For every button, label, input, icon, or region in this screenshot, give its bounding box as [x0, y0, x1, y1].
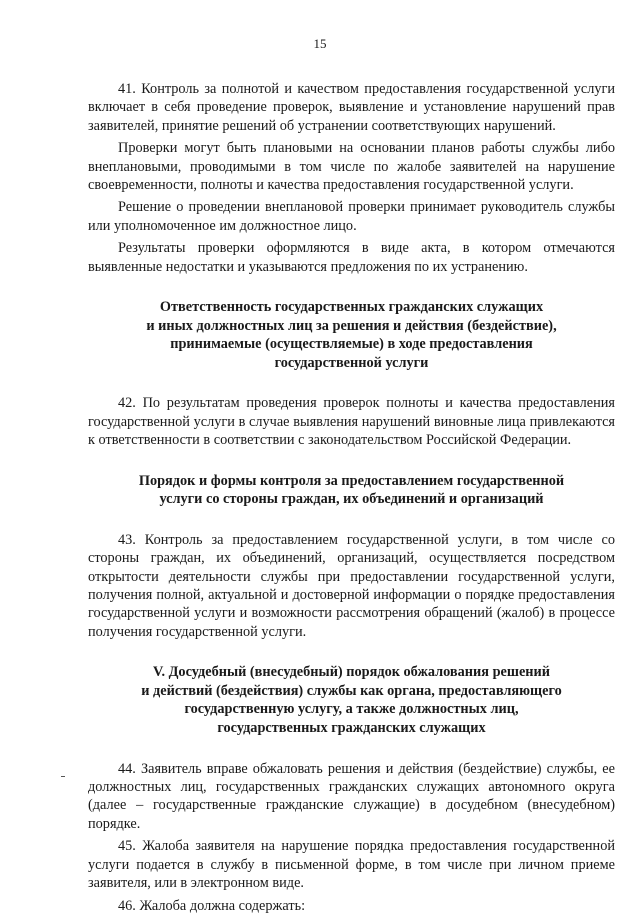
heading-line: Порядок и формы контроля за предоставлением государственной — [138, 472, 565, 489]
heading-line: государственную услугу, а также должностных лиц, — [184, 701, 519, 718]
heading-line: Ответственность государственных гражданских служащих — [159, 299, 544, 316]
paragraph-41: 41. Контроль за полнотой и качеством предоставления государственной услуги включает в себя проведение проверок, выявление и установление нарушений прав заявителей, принятие решений об устранении соответствующих нарушений. — [88, 81, 615, 134]
page-content — [88, 80, 615, 919]
heading-line: принимаемые (осуществляемые) в ходе предоставления — [170, 336, 533, 353]
paragraph-44: 44. Заявитель вправе обжаловать решения и действия (бездействие) службы, ее должностных лиц, государственных гражданских служащих автономного округа (далее – государственные гражданские служащие) в досудебном (внесудебном) порядке. — [88, 760, 615, 832]
paragraph-inspections-types: Проверки могут быть плановыми на основании планов работы службы либо внеплановыми, проводимыми в том числе по жалобе заявителей на нарушение своевременности, полноты и качества предоставления государственной услуги. — [88, 140, 615, 194]
heading-line: государственных гражданских служащих — [217, 720, 486, 737]
heading-section-v — [88, 663, 615, 737]
heading-line: и иных должностных лиц за решения и действия (бездействие), — [146, 317, 557, 334]
paragraph-inspection-results: Результаты проверки оформляются в виде акта, в котором отмечаются выявленные недостатки и указываются предложения по их устранению. — [88, 240, 615, 275]
page-number: 15 — [313, 36, 327, 51]
heading-line: услуги со стороны граждан, их объединений и организаций — [159, 491, 544, 508]
paragraph-46: 46. Жалоба должна содержать: — [118, 897, 306, 914]
heading-public-control — [88, 472, 615, 509]
heading-responsibility — [88, 298, 615, 372]
paragraph-42: 42. По результатам проведения проверок полноты и качества предоставления государственной услуги в случае выявления нарушений виновные лица привлекаются к ответственности в соответствии с законодательством Российской Федерации. — [88, 395, 615, 449]
paragraph-unscheduled-decision: Решение о проведении внеплановой проверки принимает руководитель службы или уполномоченное им должностное лицо. — [88, 199, 615, 234]
paragraph-45: 45. Жалоба заявителя на нарушение порядка предоставления государственной услуги подается в службу в письменной форме, в том числе при личном приеме заявителя, или в электронном виде. — [88, 838, 615, 892]
heading-line: V. Досудебный (внесудебный) порядок обжалования решений — [152, 664, 551, 681]
margin-mark — [61, 776, 65, 777]
heading-line: государственной услуги — [274, 354, 429, 371]
paragraph-43: 43. Контроль за предоставлением государственной услуги, в том числе со стороны граждан, их объединений, организаций, осуществляется посредством открытости деятельности службы при предоставлении государственной услуги, получения полной, актуальной и достоверной информации о порядке предоставления государственной услуги и возможности рассмотрения обращений (жалоб) в процессе получения государственной услуги. — [88, 531, 615, 640]
heading-line: и действий (бездействия) службы как органа, предоставляющего — [141, 682, 562, 699]
